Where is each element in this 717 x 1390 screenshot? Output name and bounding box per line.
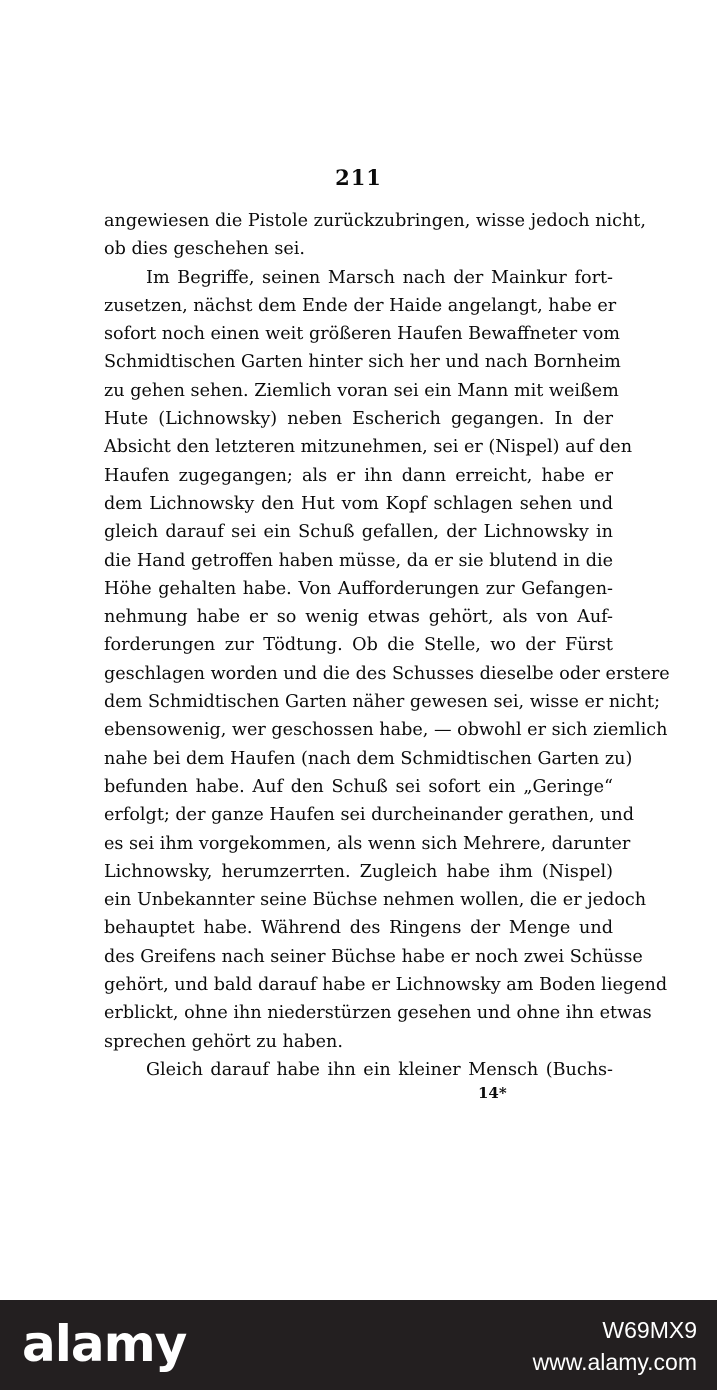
text-line: forderungen zur Tödtung. Ob die Stelle, wo der Fürst [104, 635, 613, 656]
text-line: dem Schmidtischen Garten näher gewesen sei, wisse er nicht; [104, 692, 660, 713]
text-line: Hute (Lichnowsky) neben Escherich gegangen. In der [104, 409, 613, 430]
text-line: es sei ihm vorgekommen, als wenn sich Mehrere, darunter [104, 833, 631, 854]
text-line: Höhe gehalten habe. Von Aufforderungen zur Gefangen- [104, 578, 613, 599]
watermark-footer-bar [0, 1300, 717, 1390]
text-line: Schmidtischen Garten hinter sich her und nach Bornheim [104, 352, 621, 373]
text-line: sofort noch einen weit größeren Haufen Bewaffneter vom [104, 324, 620, 345]
text-line: gleich darauf sei ein Schuß gefallen, der Lichnowsky in [104, 522, 613, 543]
text-line: ob dies geschehen sei. [104, 239, 305, 260]
body-text [104, 207, 670, 1084]
alamy-logo: alamy [22, 1315, 187, 1373]
text-line: zusetzen, nächst dem Ende der Haide angelangt, habe er [104, 295, 617, 316]
text-line: Gleich darauf habe ihn ein kleiner Mensch (Buchs- [146, 1059, 613, 1080]
text-line: dem Lichnowsky den Hut vom Kopf schlagen sehen und [104, 493, 613, 514]
text-line: zu gehen sehen. Ziemlich voran sei ein Mann mit weißem [104, 380, 619, 401]
text-line: angewiesen die Pistole zurückzubringen, wisse jedoch nicht, [104, 211, 646, 231]
text-line: geschlagen worden und die des Schusses dieselbe oder erstere [104, 663, 670, 684]
text-line: Im Begriffe, seinen Marsch nach der Mainkur fort- [146, 267, 613, 288]
text-line: nahe bei dem Haufen (nach dem Schmidtischen Garten zu) [104, 748, 633, 769]
text-line: ebensowenig, wer geschossen habe, — obwohl er sich ziemlich [104, 720, 668, 741]
text-line: befunden habe. Auf den Schuß sei sofort ein „Geringe“ [104, 776, 613, 797]
text-line: erblickt, ohne ihn niederstürzen gesehen und ohne ihn etwas [104, 1003, 652, 1024]
site-url: www.alamy.com [532, 1349, 697, 1375]
printer-signature-mark: 14* [478, 1084, 507, 1102]
text-line: ein Unbekannter seine Büchse nehmen wollen, die er jedoch [104, 890, 647, 911]
text-line: behauptet habe. Während des Ringens der Menge und [104, 918, 613, 939]
text-line: erfolgt; der ganze Haufen sei durcheinander gerathen, und [104, 805, 634, 826]
text-line: Absicht den letzteren mitzunehmen, sei er (Nispel) auf den [104, 437, 633, 458]
text-line: gehört, und bald darauf habe er Lichnowsky am Boden liegend [104, 975, 668, 996]
text-line: nehmung habe er so wenig etwas gehört, als von Auf- [104, 607, 613, 628]
page-number: 211 [335, 165, 382, 190]
text-line: sprechen gehört zu haben. [104, 1031, 343, 1052]
image-id: W69MX9 [602, 1317, 697, 1343]
text-line: des Greifens nach seiner Büchse habe er noch zwei Schüsse [104, 946, 643, 967]
text-line: Lichnowsky, herumzerrten. Zugleich habe ihm (Nispel) [104, 861, 613, 882]
text-line: Haufen zugegangen; als er ihn dann erreicht, habe er [104, 465, 613, 486]
text-line: die Hand getroffen haben müsse, da er sie blutend in die [104, 550, 613, 571]
